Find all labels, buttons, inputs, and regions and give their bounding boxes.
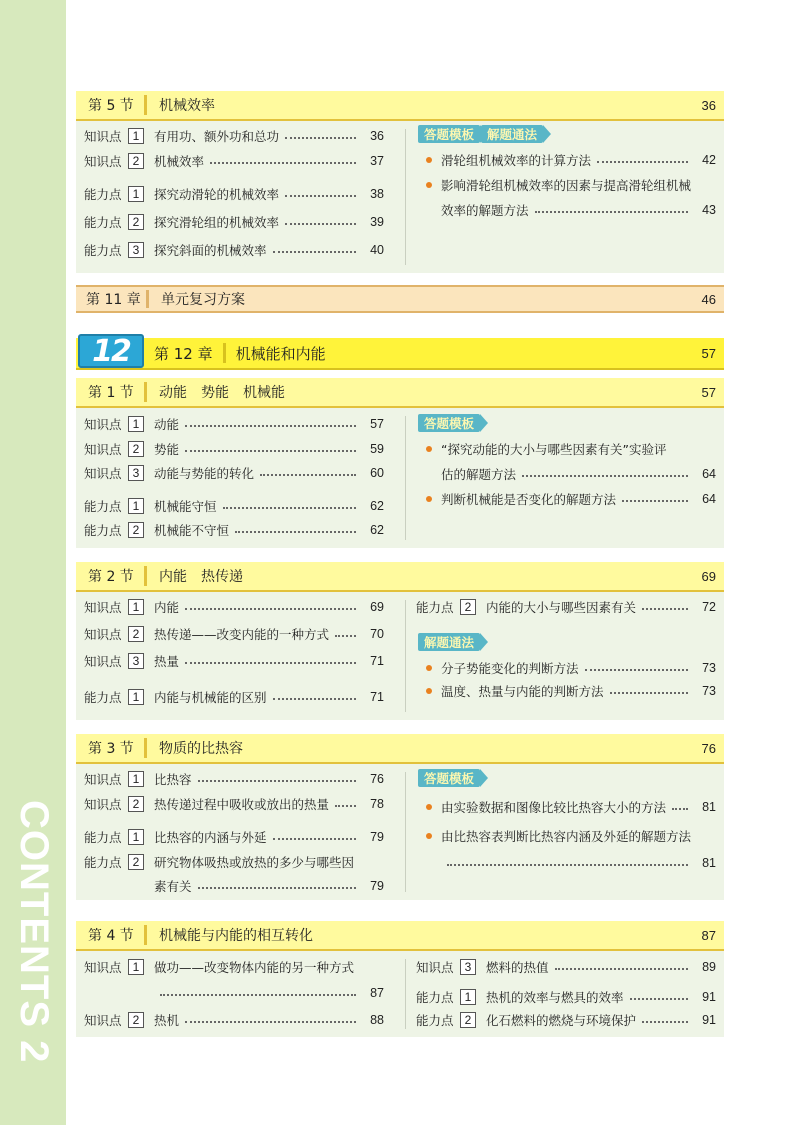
toc-entry[interactable]: 知识点 1 有用功、额外功和总功 36: [84, 129, 384, 144]
section-page: 36: [701, 97, 716, 113]
bullet-icon: [426, 182, 432, 188]
toc-entry-cont[interactable]: 素有关 79: [154, 879, 384, 894]
column-divider: [405, 600, 406, 712]
section-title: 机械能与内能的相互转化: [159, 928, 313, 944]
section-4-body: [76, 951, 724, 1037]
section-page: 76: [701, 740, 716, 756]
contents-side-label: CONTENTS 2: [12, 800, 56, 1064]
chapter-page: 46: [701, 291, 716, 307]
method-entry-cont[interactable]: 估的解题方法 64: [441, 467, 716, 482]
toc-entry[interactable]: 知识点 1 做功——改变物体内能的另一种方式: [84, 960, 355, 975]
toc-entry[interactable]: 知识点 3 热量 71: [84, 654, 384, 669]
chapter-11-review[interactable]: [76, 285, 724, 313]
toc-entry[interactable]: 能力点 1 比热容的内涵与外延 79: [84, 830, 384, 845]
section-2-header[interactable]: [76, 562, 724, 592]
method-entry[interactable]: “探究动能的大小与哪些因素有关”实验评: [426, 439, 716, 459]
toc-entry[interactable]: 知识点 2 机械效率 37: [84, 154, 384, 169]
toc-entry[interactable]: 知识点 2 热传递——改变内能的一种方式 70: [84, 627, 384, 642]
section-1-header[interactable]: [76, 378, 724, 408]
toc-entry-cont[interactable]: 87: [154, 983, 384, 1003]
section-label: 第 1 节: [88, 385, 134, 401]
toc-entry[interactable]: 知识点 3 动能与势能的转化 60: [84, 466, 384, 481]
bullet-icon: [426, 804, 432, 810]
bullet-icon: [426, 833, 432, 839]
toc-entry[interactable]: 能力点 2 探究滑轮组的机械效率 39: [84, 215, 384, 230]
method-entry[interactable]: 温度、热量与内能的判断方法 73: [426, 681, 716, 701]
method-entry[interactable]: 分子势能变化的判断方法 73: [426, 658, 716, 678]
bullet-icon: [426, 688, 432, 694]
section-title: 动能 势能 机械能: [159, 385, 285, 401]
method-entry[interactable]: 影响滑轮组机械效率的因素与提高滑轮组机械: [426, 175, 716, 195]
column-divider: [405, 416, 406, 540]
section-title: 机械效率: [159, 98, 215, 114]
tag-answer-template: 答题模板: [418, 125, 480, 143]
toc-entry[interactable]: 能力点 2 内能的大小与哪些因素有关 72: [416, 600, 716, 615]
tag-answer-template: 答题模板: [418, 769, 480, 787]
toc-entry[interactable]: 能力点 2 化石燃料的燃烧与环境保护 91: [416, 1013, 716, 1028]
section-label: 第 3 节: [88, 741, 134, 757]
toc-entry[interactable]: 知识点 1 动能 57: [84, 417, 384, 432]
divider-bar: [144, 95, 147, 115]
section-1-body: [76, 408, 724, 548]
toc-entry[interactable]: 知识点 3 燃料的热值 89: [416, 960, 716, 975]
section-5-header[interactable]: [76, 91, 724, 121]
toc-entry[interactable]: 知识点 1 内能 69: [84, 600, 384, 615]
chapter-page: 57: [701, 345, 716, 361]
section-3-header[interactable]: [76, 734, 724, 764]
divider-bar: [144, 925, 147, 945]
tag-answer-template: 答题模板: [418, 414, 480, 432]
toc-entry[interactable]: 能力点 1 内能与机械能的区别 71: [84, 690, 384, 705]
chapter-12-header[interactable]: [76, 333, 724, 370]
section-label: 第 5 节: [88, 98, 134, 114]
method-entry-cont[interactable]: 效率的解题方法 43: [441, 203, 716, 218]
chapter-title: 单元复习方案: [161, 292, 245, 308]
toc-entry[interactable]: 知识点 1 比热容 76: [84, 772, 384, 787]
divider-bar: [144, 738, 147, 758]
bullet-icon: [426, 157, 432, 163]
toc-entry[interactable]: 能力点 3 探究斜面的机械效率 40: [84, 243, 384, 258]
section-4-header[interactable]: [76, 921, 724, 951]
toc-entry[interactable]: 知识点 2 势能 59: [84, 442, 384, 457]
section-page: 69: [701, 568, 716, 584]
toc-entry[interactable]: 知识点 2 热传递过程中吸收或放出的热量 78: [84, 797, 384, 812]
toc-entry[interactable]: 能力点 2 研究物体吸热或放热的多少与哪些因: [84, 855, 355, 870]
bullet-icon: [426, 496, 432, 502]
column-divider: [405, 959, 406, 1029]
toc-entry[interactable]: 能力点 1 热机的效率与燃具的效率 91: [416, 990, 716, 1005]
tag-solving-method: 解题通法: [418, 633, 480, 651]
method-entry-cont[interactable]: 81: [441, 853, 716, 873]
section-title: 内能 热传递: [159, 569, 243, 585]
bullet-icon: [426, 446, 432, 452]
bullet-icon: [426, 665, 432, 671]
method-entry[interactable]: 滑轮组机械效率的计算方法 42: [426, 150, 716, 170]
divider-bar: [144, 382, 147, 402]
divider-bar: [223, 343, 226, 363]
toc-entry[interactable]: 能力点 1 探究动滑轮的机械效率 38: [84, 187, 384, 202]
divider-bar: [146, 290, 149, 308]
section-label: 第 4 节: [88, 928, 134, 944]
column-divider: [405, 772, 406, 892]
section-2-body: [76, 592, 724, 720]
column-divider: [405, 129, 406, 265]
toc-entry[interactable]: 能力点 1 机械能守恒 62: [84, 499, 384, 514]
toc-entry[interactable]: 能力点 2 机械能不守恒 62: [84, 523, 384, 538]
chapter-title: 机械能和内能: [235, 344, 326, 363]
divider-bar: [144, 566, 147, 586]
method-entry[interactable]: 由实验数据和图像比较比热容大小的方法 81: [426, 797, 716, 817]
section-page: 57: [701, 384, 716, 400]
chapter-label: 第 11 章: [86, 292, 141, 308]
section-5-body: [76, 121, 724, 273]
method-entry[interactable]: 判断机械能是否变化的解题方法 64: [426, 489, 716, 509]
method-entry[interactable]: 由比热容表判断比热容内涵及外延的解题方法: [426, 826, 716, 846]
section-label: 第 2 节: [88, 569, 134, 585]
section-title: 物质的比热容: [159, 741, 243, 757]
toc-entry[interactable]: 知识点 2 热机 88: [84, 1013, 384, 1028]
tag-solving-method: 解题通法: [481, 125, 543, 143]
chapter-number-badge: 12: [78, 334, 144, 368]
section-3-body: [76, 764, 724, 900]
chapter-label: 第 12 章: [154, 344, 213, 363]
section-page: 87: [701, 927, 716, 943]
